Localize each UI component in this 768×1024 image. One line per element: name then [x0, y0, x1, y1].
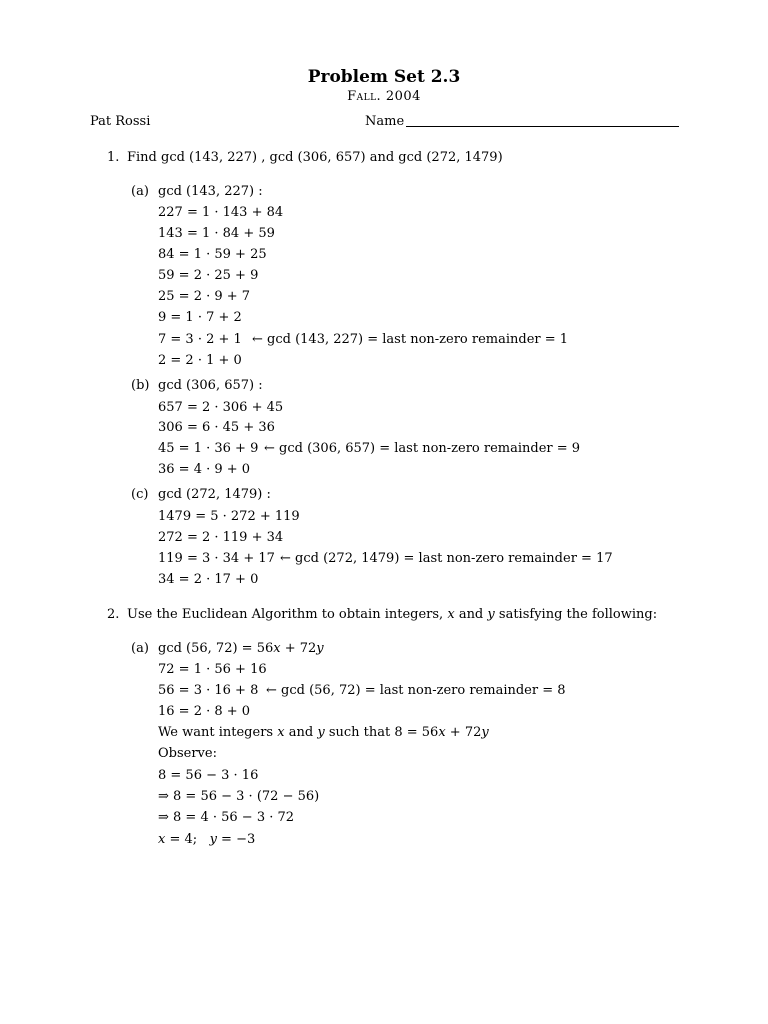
step-1a-5: 25 = 2 · 9 + 7	[158, 289, 251, 304]
var-y: y	[317, 725, 325, 740]
heading-2a-mid: + 72	[280, 641, 317, 656]
step-1a-4: 59 = 2 · 25 + 9	[158, 268, 259, 283]
name-label: Name	[365, 114, 405, 129]
want-start: We want integers	[158, 725, 274, 740]
step-1c-4: 34 = 2 · 17 + 0	[158, 572, 259, 587]
name-blank-line	[406, 126, 679, 127]
prompt-2-start: Use the Euclidean Algorithm to obtain integers,	[127, 607, 444, 622]
step-1a-7: 7 = 3 · 2 + 1	[158, 332, 242, 347]
heading-2a-start: gcd (56, 72) = 56	[158, 641, 274, 656]
part-1b-heading: gcd (306, 657) :	[158, 378, 263, 393]
step-1a-6: 9 = 1 · 7 + 2	[158, 310, 242, 325]
step-2a-2: 56 = 3 · 16 + 8	[158, 683, 259, 698]
note-1c: ← gcd (272, 1479) = last non-zero remainder = 17	[280, 551, 613, 566]
answer-y-value: = −3	[216, 832, 256, 847]
note-1b: ← gcd (306, 657) = last non-zero remainder = 9	[264, 441, 581, 456]
want-statement	[158, 725, 489, 741]
var-x: x	[273, 641, 281, 656]
problem-2-prompt	[127, 607, 657, 623]
term-subtitle: Fall. 2004	[347, 89, 421, 104]
part-2a-heading	[158, 641, 324, 657]
var-y: y	[209, 832, 217, 847]
prompt-2-end: satisfying the following:	[498, 607, 658, 622]
problem-1-prompt: Find gcd (143, 227) , gcd (306, 657) and gcd (272, 1479)	[127, 150, 503, 165]
step-1a-1: 227 = 1 · 143 + 84	[158, 205, 284, 220]
var-x: x	[438, 725, 446, 740]
prompt-2-mid: and	[458, 607, 484, 622]
derivation-3: ⇒ 8 = 4 · 56 − 3 · 72	[158, 810, 295, 825]
step-2a-3: 16 = 2 · 8 + 0	[158, 704, 251, 719]
want-end-mid: + 72	[445, 725, 482, 740]
part-2a-label: (a)	[131, 641, 149, 656]
want-mid: and	[288, 725, 314, 740]
step-1c-2: 272 = 2 · 119 + 34	[158, 530, 284, 545]
problem-1-number: 1.	[107, 150, 120, 165]
derivation-2: ⇒ 8 = 56 − 3 · (72 − 56)	[158, 789, 320, 804]
step-1b-1: 657 = 2 · 306 + 45	[158, 400, 284, 415]
step-1c-1: 1479 = 5 · 272 + 119	[158, 509, 300, 524]
var-x: x	[447, 607, 455, 622]
var-y: y	[481, 725, 489, 740]
want-end-start: such that 8 = 56	[328, 725, 439, 740]
part-1b-label: (b)	[131, 378, 150, 393]
answer-line	[158, 832, 255, 848]
part-1a-heading: gcd (143, 227) :	[158, 184, 263, 199]
problem-2-number: 2.	[107, 607, 120, 622]
var-x: x	[277, 725, 285, 740]
answer-x-value: = 4;	[165, 832, 198, 847]
author-name: Pat Rossi	[90, 114, 151, 129]
derivation-1: 8 = 56 − 3 · 16	[158, 768, 259, 783]
part-1a-label: (a)	[131, 184, 149, 199]
step-1b-3: 45 = 1 · 36 + 9	[158, 441, 259, 456]
note-1a: ← gcd (143, 227) = last non-zero remainder = 1	[252, 332, 569, 347]
step-1b-2: 306 = 6 · 45 + 36	[158, 420, 275, 435]
step-1a-3: 84 = 1 · 59 + 25	[158, 247, 267, 262]
note-2a: ← gcd (56, 72) = last non-zero remainder = 8	[266, 683, 566, 698]
part-1c-label: (c)	[131, 487, 149, 502]
want-end	[329, 725, 489, 740]
var-y: y	[487, 607, 495, 622]
var-y: y	[316, 641, 324, 656]
observe-label: Observe:	[158, 746, 217, 761]
step-1a-2: 143 = 1 · 84 + 59	[158, 226, 275, 241]
step-1a-8: 2 = 2 · 1 + 0	[158, 353, 242, 368]
problem-set-title: Problem Set 2.3	[307, 67, 461, 87]
part-1c-heading: gcd (272, 1479) :	[158, 487, 271, 502]
step-1c-3: 119 = 3 · 34 + 17	[158, 551, 275, 566]
step-2a-1: 72 = 1 · 56 + 16	[158, 662, 267, 677]
step-1b-4: 36 = 4 · 9 + 0	[158, 462, 251, 477]
var-x: x	[158, 832, 166, 847]
